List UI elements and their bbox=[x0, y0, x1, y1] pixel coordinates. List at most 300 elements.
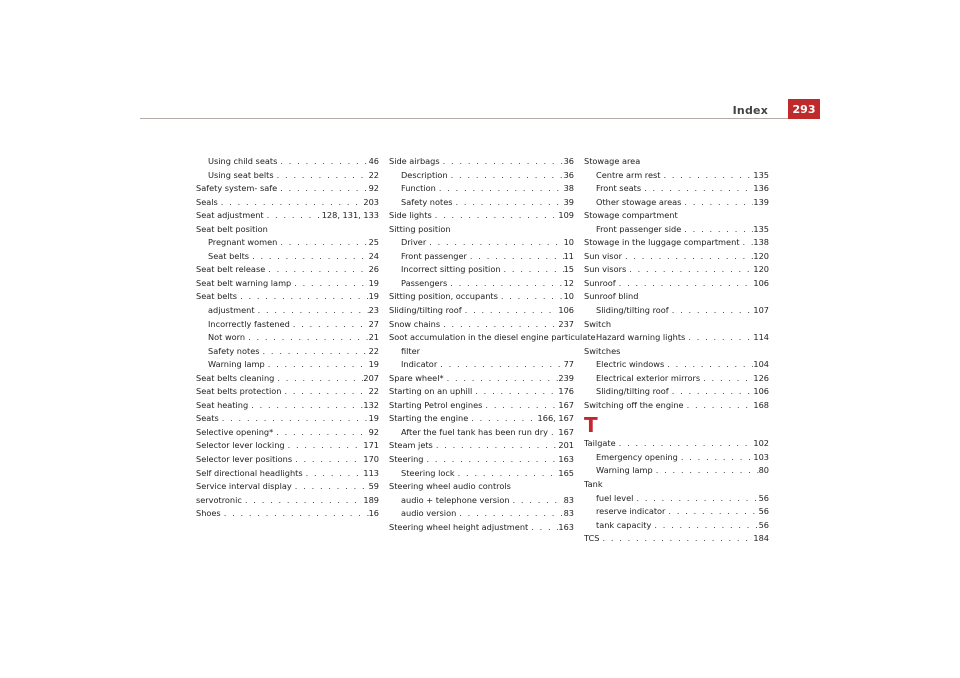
index-entry-label: Description bbox=[401, 169, 448, 180]
index-entry-label: audio version bbox=[401, 508, 457, 519]
dot-leader bbox=[665, 505, 758, 519]
index-entry bbox=[196, 318, 379, 332]
index-entry-page: 22 bbox=[368, 386, 379, 397]
dot-leader bbox=[260, 345, 369, 359]
index-entry bbox=[389, 290, 574, 304]
index-entry-page: 19 bbox=[368, 277, 379, 288]
index-entry bbox=[196, 358, 379, 372]
index-entry-page: 109 bbox=[558, 210, 574, 221]
dot-leader bbox=[448, 169, 564, 183]
index-entry-label: Steering bbox=[389, 454, 424, 465]
dot-leader bbox=[437, 358, 563, 372]
index-entry bbox=[196, 250, 379, 264]
index-entry-page: 25 bbox=[368, 237, 379, 248]
index-entry bbox=[196, 263, 379, 277]
dot-leader bbox=[616, 437, 754, 451]
index-entry-page: 24 bbox=[368, 250, 379, 261]
index-entry bbox=[389, 453, 574, 467]
dot-leader bbox=[248, 399, 363, 413]
index-entry-page: 26 bbox=[368, 264, 379, 275]
index-entry-page: 83 bbox=[563, 508, 574, 519]
dot-leader bbox=[245, 331, 369, 345]
dot-leader bbox=[616, 277, 754, 291]
index-entry-page: 104 bbox=[753, 359, 769, 370]
index-entry-label: Seat belt release bbox=[196, 264, 266, 275]
dot-leader bbox=[739, 236, 753, 250]
index-entry-page: 166, 167 bbox=[537, 413, 574, 424]
index-entry-label: Sitting position, occupants bbox=[389, 291, 498, 302]
index-entry bbox=[389, 372, 574, 386]
index-entry bbox=[389, 318, 574, 332]
dot-leader bbox=[274, 169, 369, 183]
dot-leader bbox=[440, 318, 558, 332]
index-entry-page: 106 bbox=[753, 277, 769, 288]
index-entry-page: 19 bbox=[368, 359, 379, 370]
index-entry-label: audio + telephone version bbox=[401, 494, 510, 505]
index-entry-label: Sunroof bbox=[584, 277, 616, 288]
dot-leader bbox=[528, 521, 558, 535]
index-entry-label: Shoes bbox=[196, 508, 221, 519]
index-group-heading: Switches bbox=[584, 345, 621, 356]
index-entry bbox=[389, 182, 574, 196]
index-entry bbox=[196, 412, 379, 426]
dot-leader bbox=[641, 182, 753, 196]
index-entry-page: 113 bbox=[363, 467, 379, 478]
index-entry bbox=[584, 169, 769, 183]
index-entry bbox=[196, 182, 379, 196]
index-entry bbox=[584, 532, 769, 546]
index-entry-page: 15 bbox=[563, 264, 574, 275]
dot-leader bbox=[265, 263, 368, 277]
index-entry-page: 239 bbox=[558, 372, 574, 383]
index-entry bbox=[389, 196, 574, 210]
index-group-heading: filter bbox=[401, 345, 421, 356]
index-entry-page: 103 bbox=[753, 451, 769, 462]
index-entry-label: TCS bbox=[584, 533, 600, 544]
index-entry bbox=[389, 263, 574, 277]
index-entry bbox=[584, 196, 769, 210]
index-entry-label: Seat belts bbox=[208, 250, 250, 261]
index-entry-page: 10 bbox=[563, 237, 574, 248]
dot-leader bbox=[440, 155, 564, 169]
index-entry-page: 168 bbox=[753, 399, 769, 410]
index-entry-page: 203 bbox=[363, 196, 379, 207]
index-entry-page: 36 bbox=[563, 169, 574, 180]
index-entry-page: 102 bbox=[753, 438, 769, 449]
index-entry-page: 120 bbox=[753, 264, 769, 275]
dot-leader bbox=[432, 209, 559, 223]
index-entry-label: Selector lever positions bbox=[196, 454, 293, 465]
index-entry-label: Sun visors bbox=[584, 264, 627, 275]
index-entry-page: 27 bbox=[368, 318, 379, 329]
dot-leader bbox=[700, 372, 753, 386]
index-entry bbox=[389, 169, 574, 183]
dot-leader bbox=[249, 250, 369, 264]
dot-leader bbox=[281, 385, 368, 399]
index-entry-page: 23 bbox=[368, 305, 379, 316]
index-entry-page: 21 bbox=[368, 332, 379, 343]
index-entry-page: 46 bbox=[368, 156, 379, 166]
index-entry bbox=[584, 437, 769, 451]
index-entry-page: 12 bbox=[563, 277, 574, 288]
dot-leader bbox=[277, 236, 368, 250]
index-entry bbox=[389, 494, 574, 508]
dot-leader bbox=[684, 399, 754, 413]
dot-leader bbox=[653, 464, 759, 478]
index-group-heading: Sitting position bbox=[389, 223, 451, 234]
index-entry-page: 36 bbox=[563, 156, 574, 166]
dot-leader bbox=[633, 492, 758, 506]
index-entry bbox=[389, 236, 574, 250]
index-entry-label: Seat belt warning lamp bbox=[196, 277, 292, 288]
index-entry-page: 38 bbox=[563, 183, 574, 194]
index-entry-page: 201 bbox=[558, 440, 574, 451]
index-entry bbox=[389, 358, 574, 372]
index-entry-label: Emergency opening bbox=[596, 451, 678, 462]
index-entry-label: Safety notes bbox=[401, 196, 453, 207]
index-group-heading: Tank bbox=[584, 479, 603, 490]
index-entry-label: Steam jets bbox=[389, 440, 433, 451]
index-entry bbox=[196, 372, 379, 386]
index-entry-label: Sun visor bbox=[584, 250, 622, 261]
index-entry bbox=[584, 358, 769, 372]
index-entry-label: Starting the engine bbox=[389, 413, 469, 424]
index-group-heading: Seat belt position bbox=[196, 223, 268, 234]
index-entry-label: Other stowage areas bbox=[596, 196, 682, 207]
index-entry-label: fuel level bbox=[596, 492, 634, 503]
index-entry-label: Side lights bbox=[389, 210, 432, 221]
index-entry-page: 184 bbox=[753, 533, 769, 544]
index-entry-label: Indicator bbox=[401, 359, 438, 370]
dot-leader bbox=[303, 467, 364, 481]
dot-leader bbox=[265, 358, 369, 372]
index-group-heading: Stowage compartment bbox=[584, 210, 678, 221]
index-entry-label: Seats bbox=[196, 413, 219, 424]
index-entry-label: Driver bbox=[401, 237, 427, 248]
index-entry-label: Tailgate bbox=[584, 438, 616, 449]
dot-leader bbox=[661, 169, 754, 183]
index-entry-label: Front passenger bbox=[401, 250, 467, 261]
index-entry-page: 80 bbox=[758, 465, 769, 476]
index-entry-label: Side airbags bbox=[389, 156, 440, 166]
index-group-heading: Steering wheel audio controls bbox=[389, 481, 511, 492]
index-entry bbox=[196, 385, 379, 399]
index-entry-page: 19 bbox=[368, 413, 379, 424]
dot-leader bbox=[467, 250, 564, 264]
header-rule bbox=[140, 118, 820, 119]
dot-leader bbox=[626, 263, 753, 277]
dot-leader bbox=[468, 412, 537, 426]
index-entry-label: Safety notes bbox=[208, 345, 260, 356]
index-entry bbox=[196, 507, 379, 521]
index-group-heading: Soot accumulation in the diesel engine particulate bbox=[389, 332, 596, 343]
dot-leader bbox=[221, 507, 369, 521]
index-entry-label: Electric windows bbox=[596, 359, 665, 370]
dot-leader bbox=[277, 155, 368, 169]
dot-leader bbox=[472, 385, 558, 399]
dot-leader bbox=[219, 412, 369, 426]
index-entry bbox=[196, 209, 379, 223]
index-entry bbox=[584, 250, 769, 264]
index-entry-label: Switching off the engine bbox=[584, 399, 684, 410]
index-entry bbox=[196, 426, 379, 440]
index-entry bbox=[196, 290, 379, 304]
dot-leader bbox=[651, 519, 758, 533]
index-entry-label: Hazard warning lights bbox=[596, 332, 686, 343]
dot-leader bbox=[291, 277, 368, 291]
index-entry bbox=[196, 169, 379, 183]
dot-leader bbox=[273, 426, 368, 440]
index-group-heading: Stowage area bbox=[584, 156, 641, 166]
index-entry-label: Warning lamp bbox=[208, 359, 265, 370]
index-entry-page: 10 bbox=[563, 291, 574, 302]
index-entry bbox=[389, 507, 574, 521]
index-entry bbox=[389, 277, 574, 291]
index-entry bbox=[389, 155, 574, 169]
index-entry-page: 59 bbox=[368, 481, 379, 492]
index-entry bbox=[196, 277, 379, 291]
index-entry bbox=[584, 372, 769, 386]
index-entry bbox=[196, 480, 379, 494]
index-entry bbox=[389, 426, 574, 440]
dot-leader bbox=[255, 304, 369, 318]
index-entry-label: servotronic bbox=[196, 494, 242, 505]
index-entry bbox=[584, 304, 769, 318]
index-entry-label: Incorrectly fastened bbox=[208, 318, 290, 329]
index-letter-heading: T bbox=[584, 413, 598, 438]
dot-leader bbox=[424, 453, 559, 467]
dot-leader bbox=[664, 358, 753, 372]
dot-leader bbox=[453, 196, 564, 210]
index-entry-label: Steering lock bbox=[401, 467, 455, 478]
running-header-title: Index bbox=[732, 104, 768, 117]
dot-leader bbox=[685, 331, 753, 345]
index-entry-label: Self directional headlights bbox=[196, 467, 303, 478]
index-entry bbox=[584, 182, 769, 196]
index-entry-page: 189 bbox=[363, 494, 379, 505]
index-entry-page: 77 bbox=[563, 359, 574, 370]
index-entry-page: 56 bbox=[758, 506, 769, 517]
index-entry-page: 171 bbox=[363, 440, 379, 451]
index-entry-label: Steering wheel height adjustment bbox=[389, 521, 529, 532]
dot-leader bbox=[426, 236, 563, 250]
index-entry-page: 132 bbox=[363, 399, 379, 410]
dot-leader bbox=[678, 451, 753, 465]
index-entry-page: 165 bbox=[558, 467, 574, 478]
index-entry-label: Seat adjustment bbox=[196, 210, 264, 221]
index-entry-page: 135 bbox=[753, 223, 769, 234]
index-entry-page: 128, 131, 133 bbox=[321, 210, 379, 221]
dot-leader bbox=[264, 209, 322, 223]
index-entry-page: 167 bbox=[558, 426, 574, 437]
index-entry bbox=[584, 385, 769, 399]
index-entry bbox=[389, 399, 574, 413]
index-entry-page: 19 bbox=[368, 291, 379, 302]
index-entry bbox=[196, 304, 379, 318]
index-entry bbox=[584, 399, 769, 413]
index-entry-label: Seat belts protection bbox=[196, 386, 282, 397]
index-entry-page: 136 bbox=[753, 183, 769, 194]
index-entry-page: 106 bbox=[753, 386, 769, 397]
dot-leader bbox=[498, 290, 564, 304]
dot-leader bbox=[444, 372, 559, 386]
index-entry bbox=[389, 385, 574, 399]
dot-leader bbox=[681, 196, 753, 210]
index-entry-page: 22 bbox=[368, 169, 379, 180]
index-entry-label: Seat belts cleaning bbox=[196, 372, 275, 383]
index-entry-page: 83 bbox=[563, 494, 574, 505]
index-entry-page: 22 bbox=[368, 345, 379, 356]
index-entry-label: Spare wheel* bbox=[389, 372, 444, 383]
index-entry-page: 107 bbox=[753, 305, 769, 316]
index-entry-label: Warning lamp bbox=[596, 465, 653, 476]
dot-leader bbox=[681, 223, 753, 237]
index-entry-label: Sliding/tilting roof bbox=[596, 386, 669, 397]
index-entry-page: 170 bbox=[363, 454, 379, 465]
index-entry-page: 207 bbox=[363, 372, 379, 383]
index-entry-page: 56 bbox=[758, 492, 769, 503]
index-entry-label: tank capacity bbox=[596, 519, 652, 530]
index-entry bbox=[196, 399, 379, 413]
dot-leader bbox=[447, 277, 563, 291]
dot-leader bbox=[292, 453, 363, 467]
index-column-3 bbox=[584, 155, 769, 546]
index-entry bbox=[584, 451, 769, 465]
index-entry-label: Seat belts bbox=[196, 291, 238, 302]
index-entry-label: reserve indicator bbox=[596, 506, 666, 517]
index-entry-label: Seals bbox=[196, 196, 218, 207]
page-number: 293 bbox=[792, 102, 816, 116]
index-entry-label: Sliding/tilting roof bbox=[596, 305, 669, 316]
index-entry-page: 135 bbox=[753, 169, 769, 180]
index-entry-label: Electrical exterior mirrors bbox=[596, 372, 701, 383]
dot-leader bbox=[218, 196, 364, 210]
index-entry-page: 39 bbox=[563, 196, 574, 207]
index-entry bbox=[196, 439, 379, 453]
index-entry bbox=[196, 345, 379, 359]
dot-leader bbox=[462, 304, 559, 318]
index-entry-page: 176 bbox=[558, 386, 574, 397]
index-entry-label: Service interval display bbox=[196, 481, 292, 492]
index-entry-label: Safety system- safe bbox=[196, 183, 278, 194]
index-entry-label: Front passenger side bbox=[596, 223, 682, 234]
dot-leader bbox=[669, 385, 754, 399]
dot-leader bbox=[622, 250, 753, 264]
index-entry-label: Starting on an uphill bbox=[389, 386, 473, 397]
index-entry-page: 16 bbox=[368, 508, 379, 519]
index-entry-page: 114 bbox=[753, 332, 769, 343]
dot-leader bbox=[292, 480, 369, 494]
index-entry bbox=[389, 209, 574, 223]
dot-leader bbox=[501, 263, 564, 277]
index-entry bbox=[196, 236, 379, 250]
index-entry bbox=[584, 236, 769, 250]
dot-leader bbox=[510, 494, 564, 508]
index-entry-label: Pregnant women bbox=[208, 237, 278, 248]
index-entry bbox=[584, 277, 769, 291]
index-entry-label: Starting Petrol engines bbox=[389, 399, 483, 410]
dot-leader bbox=[285, 439, 364, 453]
index-entry-page: 163 bbox=[558, 521, 574, 532]
index-entry-page: 139 bbox=[753, 196, 769, 207]
index-column-1 bbox=[196, 155, 379, 521]
dot-leader bbox=[436, 182, 564, 196]
index-entry-label: Function bbox=[401, 183, 436, 194]
dot-leader bbox=[482, 399, 558, 413]
index-entry-label: Using seat belts bbox=[208, 169, 274, 180]
index-entry-label: adjustment bbox=[208, 305, 255, 316]
index-entry bbox=[196, 467, 379, 481]
dot-leader bbox=[433, 439, 559, 453]
dot-leader bbox=[237, 290, 369, 304]
index-entry-page: 92 bbox=[368, 183, 379, 194]
index-entry-label: Passengers bbox=[401, 277, 448, 288]
index-entry bbox=[389, 304, 574, 318]
index-entry bbox=[389, 467, 574, 481]
index-entry bbox=[196, 196, 379, 210]
index-entry-page: 126 bbox=[753, 372, 769, 383]
index-entry-page: 56 bbox=[758, 519, 769, 530]
dot-leader bbox=[455, 467, 559, 481]
index-entry-page: 163 bbox=[558, 454, 574, 465]
page-number-badge bbox=[788, 99, 820, 119]
index-entry-label: Stowage in the luggage compartment bbox=[584, 237, 740, 248]
index-entry bbox=[389, 439, 574, 453]
index-entry bbox=[196, 331, 379, 345]
index-entry-label: Sliding/tilting roof bbox=[389, 305, 462, 316]
index-entry bbox=[584, 331, 769, 345]
index-entry-label: Seat heating bbox=[196, 399, 249, 410]
index-entry-page: 120 bbox=[753, 250, 769, 261]
index-entry bbox=[196, 453, 379, 467]
index-group-heading: Sunroof blind bbox=[584, 291, 639, 302]
index-entry bbox=[584, 505, 769, 519]
index-entry-label: Centre arm rest bbox=[596, 169, 661, 180]
dot-leader bbox=[290, 318, 369, 332]
index-entry-page: 167 bbox=[558, 399, 574, 410]
index-entry-label: Not worn bbox=[208, 332, 246, 343]
dot-leader bbox=[456, 507, 563, 521]
index-entry-label: After the fuel tank has been run dry bbox=[401, 426, 548, 437]
index-group-heading: Switch bbox=[584, 318, 612, 329]
dot-leader bbox=[669, 304, 754, 318]
index-entry-page: 237 bbox=[558, 318, 574, 329]
index-entry bbox=[584, 464, 769, 478]
dot-leader bbox=[242, 494, 363, 508]
dot-leader bbox=[599, 532, 753, 546]
index-entry bbox=[389, 412, 574, 426]
index-entry-page: 11 bbox=[563, 250, 574, 261]
index-entry bbox=[584, 492, 769, 506]
index-entry-page: 106 bbox=[558, 305, 574, 316]
index-entry-label: Using child seats bbox=[208, 156, 278, 166]
index-entry-label: Snow chains bbox=[389, 318, 441, 329]
dot-leader bbox=[274, 372, 363, 386]
index-entry bbox=[584, 223, 769, 237]
index-column-2 bbox=[389, 155, 596, 534]
index-entry bbox=[196, 494, 379, 508]
index-entry bbox=[196, 155, 379, 169]
index-entry bbox=[389, 250, 574, 264]
index-entry bbox=[584, 519, 769, 533]
dot-leader bbox=[277, 182, 368, 196]
index-entry-label: Incorrect sitting position bbox=[401, 264, 501, 275]
index-entry-page: 138 bbox=[753, 237, 769, 248]
index-entry-label: Front seats bbox=[596, 183, 642, 194]
index-entry-page: 92 bbox=[368, 426, 379, 437]
index-entry-label: Selective opening* bbox=[196, 426, 274, 437]
index-entry bbox=[389, 521, 574, 535]
